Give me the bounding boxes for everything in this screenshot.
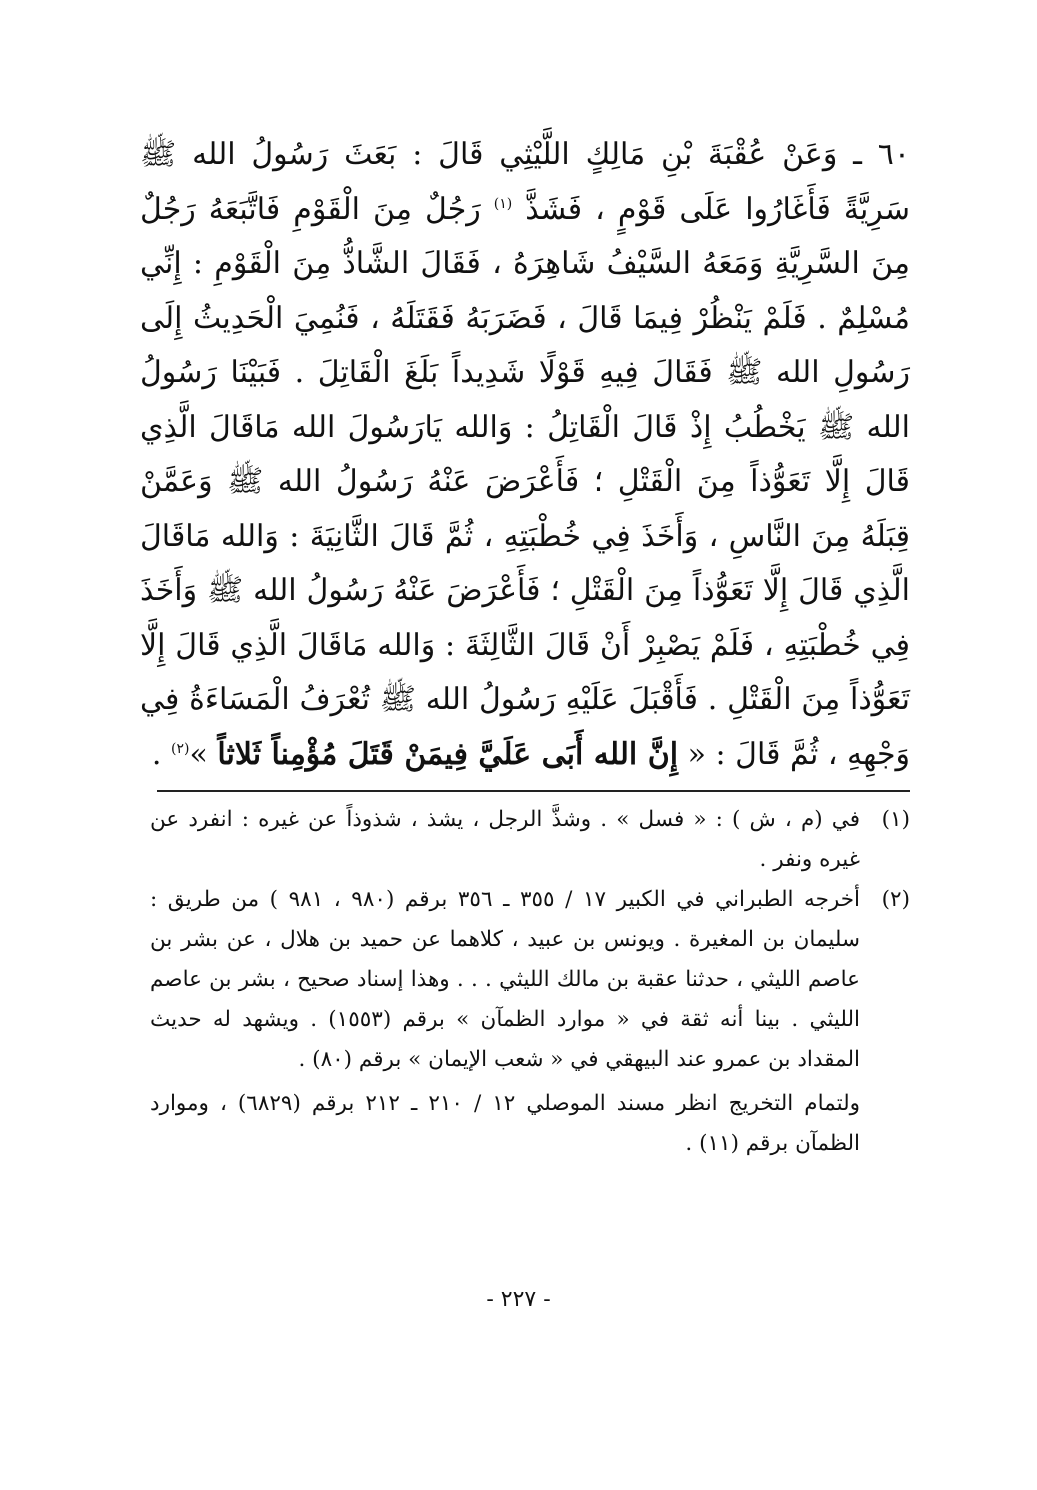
- page-number: - ٢٢٧ -: [486, 1287, 551, 1312]
- footnote-1: [150, 800, 910, 880]
- footnote-text: أخرجه الطبراني في الكبير ١٧ / ٣٥٥ ـ ٣٥٦ برقم (٩٨٠ ، ٩٨١ ) من طريق : سليمان بن المغيرة . ويونس بن عبيد ، كلاهما عن حميد بن هلال ، عن بشر بن عاصم الليثي ، حدثنا عقبة بن مالك الليثي . . . وهذا إسناد صحيح ، بشر بن عاصم الليثي . بينا أنه ثقة في « موارد الظمآن » برقم (١٥٥٣) . ويشهد له حديث المقداد بن عمرو عند البيهقي في « شعب الإيمان » برقم (٨٠) .: [150, 887, 861, 1072]
- footnote-ref-2: (٢): [170, 740, 190, 757]
- hadith-part-1: ٦٠ ـ وَعَنْ عُقْبَةَ بْنِ مَالِكٍ اللَّيْثِي قَالَ : بَعَثَ رَسُولُ الله ﷺ سَرِيَّةً فَأَغَارُوا عَلَى قَوْمٍ ، فَشَذَّ: [140, 137, 910, 227]
- footnote-number: (٢): [881, 887, 910, 912]
- footnote-number: (١): [881, 807, 910, 832]
- prophet-quote: إِنَّ الله أَبَى عَلَيَّ فِيمَنْ قَتَلَ مُؤْمِناً ثَلاثاً: [217, 736, 679, 772]
- hadith-paragraph: [140, 128, 910, 782]
- hadith-part-4: .: [151, 736, 171, 772]
- footnotes: [150, 800, 910, 1164]
- footnote-ref-1: (١): [493, 195, 513, 212]
- hadith-part-2: رَجُلٌ مِنَ الْقَوْمِ فَاتَّبَعَهُ رَجُلٌ مِنَ السَّرِيَّةِ وَمَعَهُ السَّيْفُ شَاهِرَهُ ، فَقَالَ الشَّاذُّ مِنَ الْقَوْمِ : إِنِّي مُسْلِمٌ . فَلَمْ يَنْظُرْ فِيمَا قَالَ ، فَضَرَبَهُ فَقَتَلَهُ ، فَنُمِيَ الْحَدِيثُ إِلَى رَسُولِ الله ﷺ فَقَالَ فِيهِ قَوْلًا شَدِيداً بَلَغَ الْقَاتِلَ . فَبَيْنَا رَسُولُ الله ﷺ يَخْطُبُ إِذْ قَالَ الْقَاتِلُ : وَالله يَارَسُولَ الله مَاقَالَ الَّذِي قَالَ إِلَّا تَعَوُّذاً مِنَ الْقَتْلِ ؛ فَأَعْرَضَ عَنْهُ رَسُولُ الله ﷺ وَعَمَّنْ قِبَلَهُ مِنَ النَّاسِ ، وَأَخَذَ فِي خُطْبَتِهِ ، ثُمَّ قَالَ الثَّانِيَةَ : وَالله مَاقَالَ الَّذِي قَالَ إِلَّا تَعَوُّذاً مِنَ الْقَتْلِ ؛ فَأَعْرَضَ عَنْهُ رَسُولُ الله ﷺ وَأَخَذَ فِي خُطْبَتِهِ ، فَلَمْ يَصْبِرْ أَنْ قَالَ الثَّالِثَةَ : وَالله مَاقَالَ الَّذِي قَالَ إِلَّا تَعَوُّذاً مِنَ الْقَتْلِ . فَأَقْبَلَ عَلَيْهِ رَسُولُ الله ﷺ تُعْرَفُ الْمَسَاءَةُ فِي وَجْهِهِ ، ثُمَّ قَالَ : «: [140, 191, 910, 772]
- hadith-text: [140, 128, 910, 782]
- footnote-extra: ولتمام التخريج انظر مسند الموصلي ١٢ / ٢١٠ ـ ٢١٢ برقم (٦٨٢٩) ، وموارد الظمآن برقم (١١) .: [150, 1091, 860, 1156]
- footnote-2: [150, 880, 910, 1080]
- footnote-divider: [157, 790, 910, 792]
- footnote-text: في (م ، ش ) : « فسل » . وشذَّ الرجل ، يشذ ، شذوذاً عن غيره : انفرد عن غيره ونفر .: [150, 807, 860, 872]
- hadith-part-3: »: [189, 736, 218, 772]
